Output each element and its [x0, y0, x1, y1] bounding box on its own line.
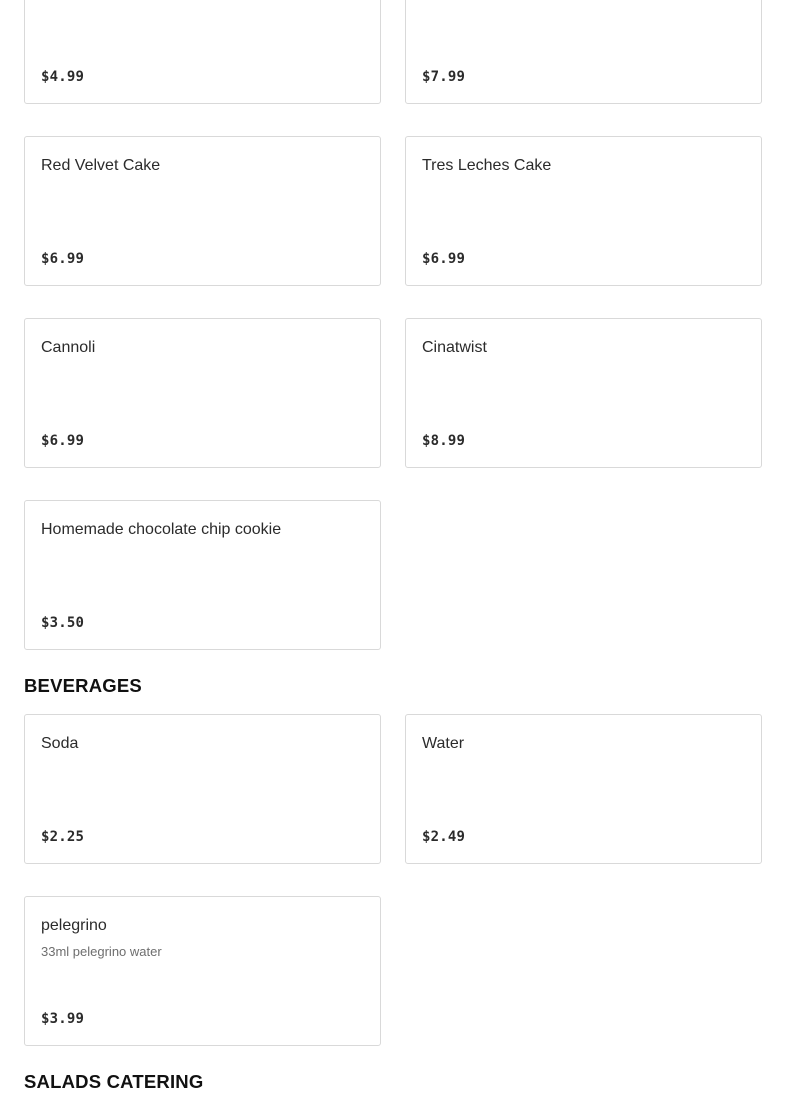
- menu-item-card[interactable]: [405, 714, 762, 864]
- menu-item-name: Cinatwist: [422, 339, 487, 356]
- menu-item-card[interactable]: [24, 714, 381, 864]
- menu-item-price: $6.99: [41, 251, 85, 267]
- menu-item-card[interactable]: [24, 318, 381, 468]
- menu-item-name: Soda: [41, 735, 79, 752]
- menu-item-price: $8.99: [422, 433, 466, 449]
- menu-item-price: $2.25: [41, 829, 85, 845]
- menu-item-name: Red Velvet Cake: [41, 157, 161, 174]
- menu-item-name: pelegrino: [41, 917, 107, 934]
- menu-item-name: Cannoli: [41, 339, 96, 356]
- menu-item-card[interactable]: [405, 318, 762, 468]
- menu-item-card[interactable]: [24, 136, 381, 286]
- menu-item-price: $2.49: [422, 829, 466, 845]
- menu-item-name: Tres Leches Cake: [422, 157, 552, 174]
- menu-item-name: Homemade chocolate chip cookie: [41, 521, 282, 538]
- menu-item-price: $3.50: [41, 615, 85, 631]
- menu-item-card[interactable]: [24, 0, 381, 104]
- menu-item-price: $7.99: [422, 69, 466, 85]
- menu-item-price: $6.99: [41, 433, 85, 449]
- menu-item-card[interactable]: [405, 136, 762, 286]
- section-title-salads-catering: SALADS CATERING: [24, 1071, 204, 1092]
- menu-item-price: $3.99: [41, 1011, 85, 1027]
- menu-item-price: $6.99: [422, 251, 466, 267]
- menu-item-description: 33ml pelegrino water: [41, 944, 162, 959]
- menu-item-name: Water: [422, 735, 465, 752]
- menu-item-card[interactable]: [24, 500, 381, 650]
- menu-item-card[interactable]: [405, 0, 762, 104]
- section-title-beverages: BEVERAGES: [24, 675, 142, 696]
- menu-item-card[interactable]: [24, 896, 381, 1046]
- menu-item-price: $4.99: [41, 69, 85, 85]
